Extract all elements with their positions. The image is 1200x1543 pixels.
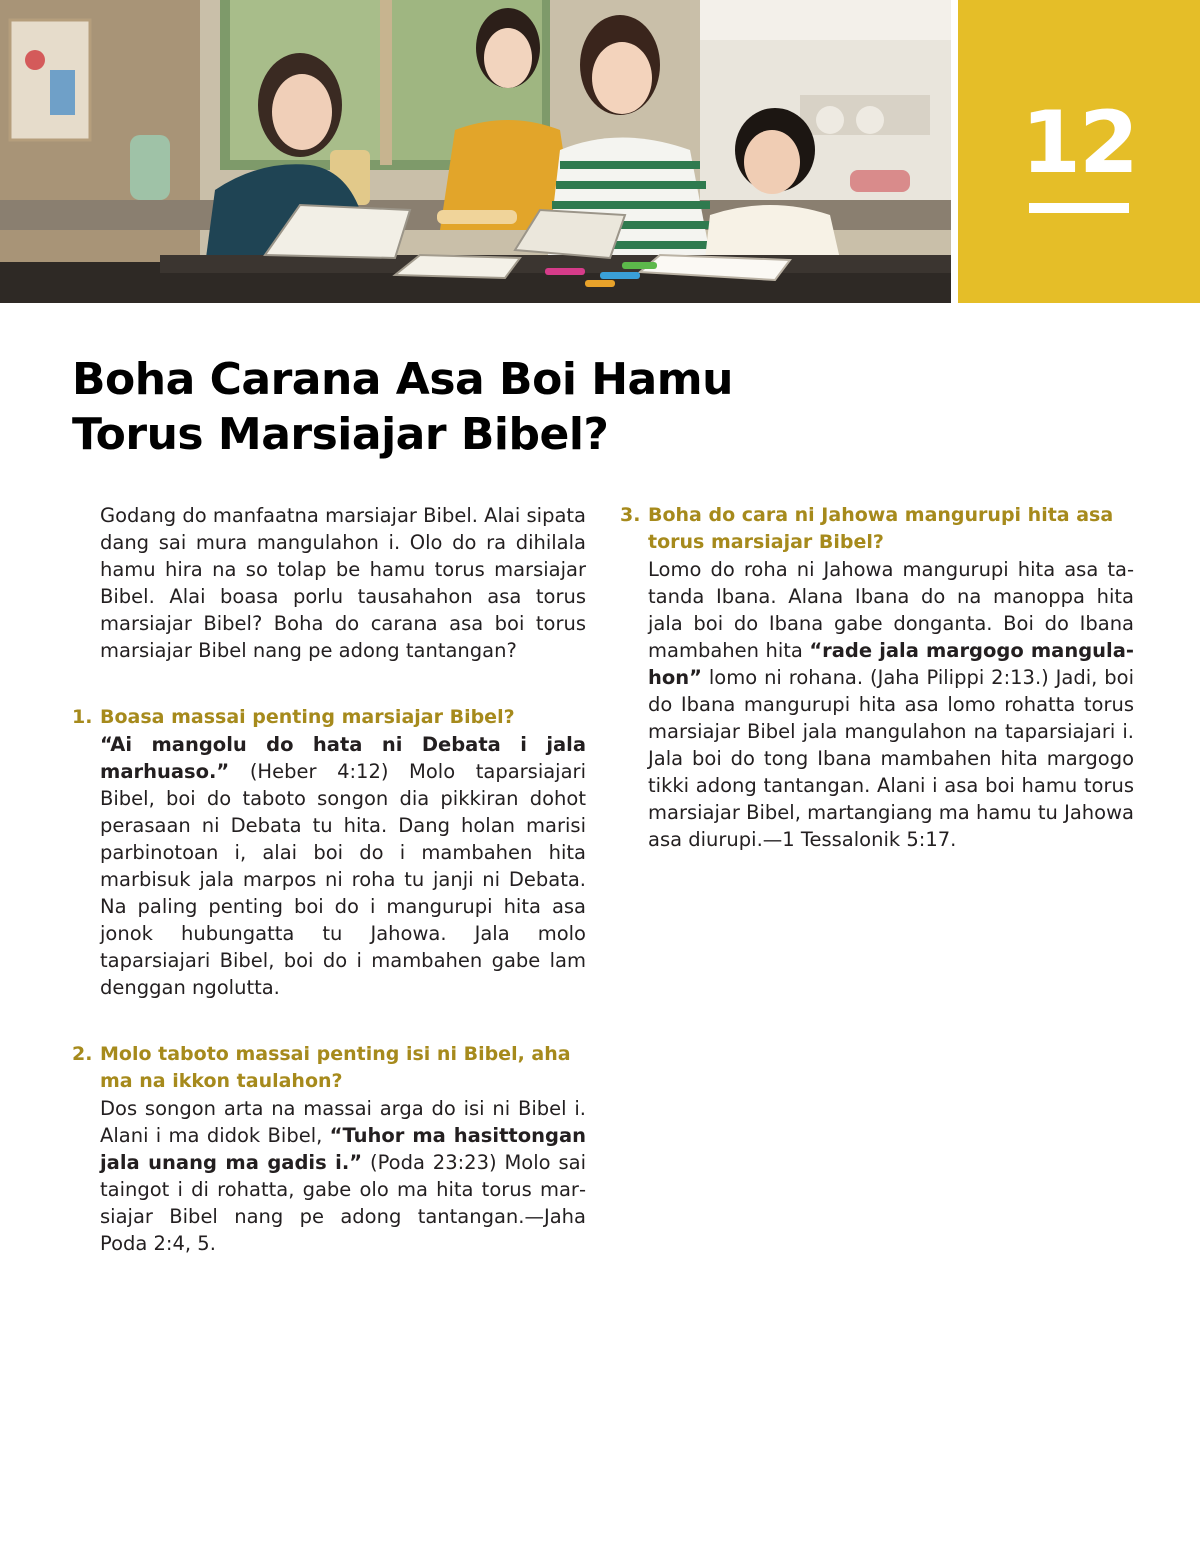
question-2-number: 2.	[72, 1043, 93, 1065]
question-3-text: Boha do cara ni Jahowa mangurupi hita asa torus marsiajar Bibel?	[648, 504, 1114, 553]
question-3-number: 3.	[620, 504, 641, 526]
answer-1	[72, 731, 586, 1001]
chapter-number-block	[958, 0, 1200, 303]
answer-3	[620, 556, 1134, 853]
answer-2-quote: “Tuhor ma hasittongan jala unang ma gadis i.”	[100, 1124, 586, 1174]
header-photo	[0, 0, 951, 303]
answer-3-quote: “rade jala margogo mangulahon”	[648, 639, 1134, 689]
answer-3-text-before: Lomo do roha ni Jahowa mangurupi hita asa tatanda Ibana. Alana Ibana do na manoppa hita jala boi do Ibana gabe donganta. Boi do Ibana mambahen hita	[648, 558, 1134, 662]
question-2-text: Molo taboto massai penting isi ni Bibel, aha ma na ikkon taulahon?	[100, 1043, 571, 1092]
title-line-2: Torus Marsiajar Bibel?	[72, 409, 609, 460]
chapter-number: 12	[1021, 93, 1137, 193]
answer-1-quote: “Ai mangolu do hata ni Debata i jala marhuaso.”	[100, 733, 586, 783]
answer-1-text: (Heber 4:12) Molo taparsiajari Bibel, boi do taboto songon dia pikkiran dohot perasaan ni Debata tu hita. Dang holan marisi parbinotoan i, alai boi do i mambahen hita marbisuk jala marpos ni roha tu janji ni Debata. Na paling penting boi do i mangurupi hita asa jonok hubungatta tu Jahowa. Jala molo taparsiajari Bibel, boi do i mambahen gabe lam denggan ngolutta.	[100, 760, 586, 999]
question-3	[620, 502, 1134, 556]
intro-paragraph: Godang do manfaatna marsiajar Bibel. Alai sipata dang sai mura mangulahon i. Olo do ra dihilala hamu hira na so tolap be hamu torus marsiajar Bibel. Alai boasa porlu tausahahon asa torus marsiajar Bibel? Boha do carana asa boi torus marsiajar Bibel nang pe adong tantangan?	[100, 504, 586, 662]
answer-2-text-after: (Poda 23:23) Molo sai taingot i di rohatta, gabe olo ma hita torus marsiajar Bibel nang pe adong tantangan.—Jaha Poda 2:4, 5.	[100, 1151, 586, 1255]
left-column	[72, 502, 586, 1257]
answer-2-text-before: Dos songon arta na massai arga do isi ni Bibel i. Alani i ma didok Bibel,	[100, 1097, 586, 1147]
question-1-text: Boasa massai penting marsiajar Bibel?	[100, 706, 515, 728]
question-1-number: 1.	[72, 706, 93, 728]
title-line-1: Boha Carana Asa Boi Hamu	[72, 354, 733, 405]
page-title	[72, 352, 872, 462]
question-2	[72, 1041, 586, 1095]
question-1	[72, 704, 586, 731]
right-column	[620, 502, 1134, 853]
answer-3-text-after: lomo ni rohana. (Jaha Pilippi 2:13.) Jadi, boi do Ibana mangurupi hita asa lomo rohatta torus marsiajar Bibel jala mangulahon na taparsiajari i. Jala boi do tong Ibana mambahen hita margogo tikki adong tantangan. Alani i asa boi hamu torus marsiajar Bibel, martangiang ma hamu tu Jahowa asa diurupi.—1 Tessalonik 5:17.	[648, 666, 1134, 851]
answer-2	[72, 1095, 586, 1257]
family-bible-study-illustration	[0, 0, 951, 303]
chapter-number-underline	[1029, 203, 1129, 213]
